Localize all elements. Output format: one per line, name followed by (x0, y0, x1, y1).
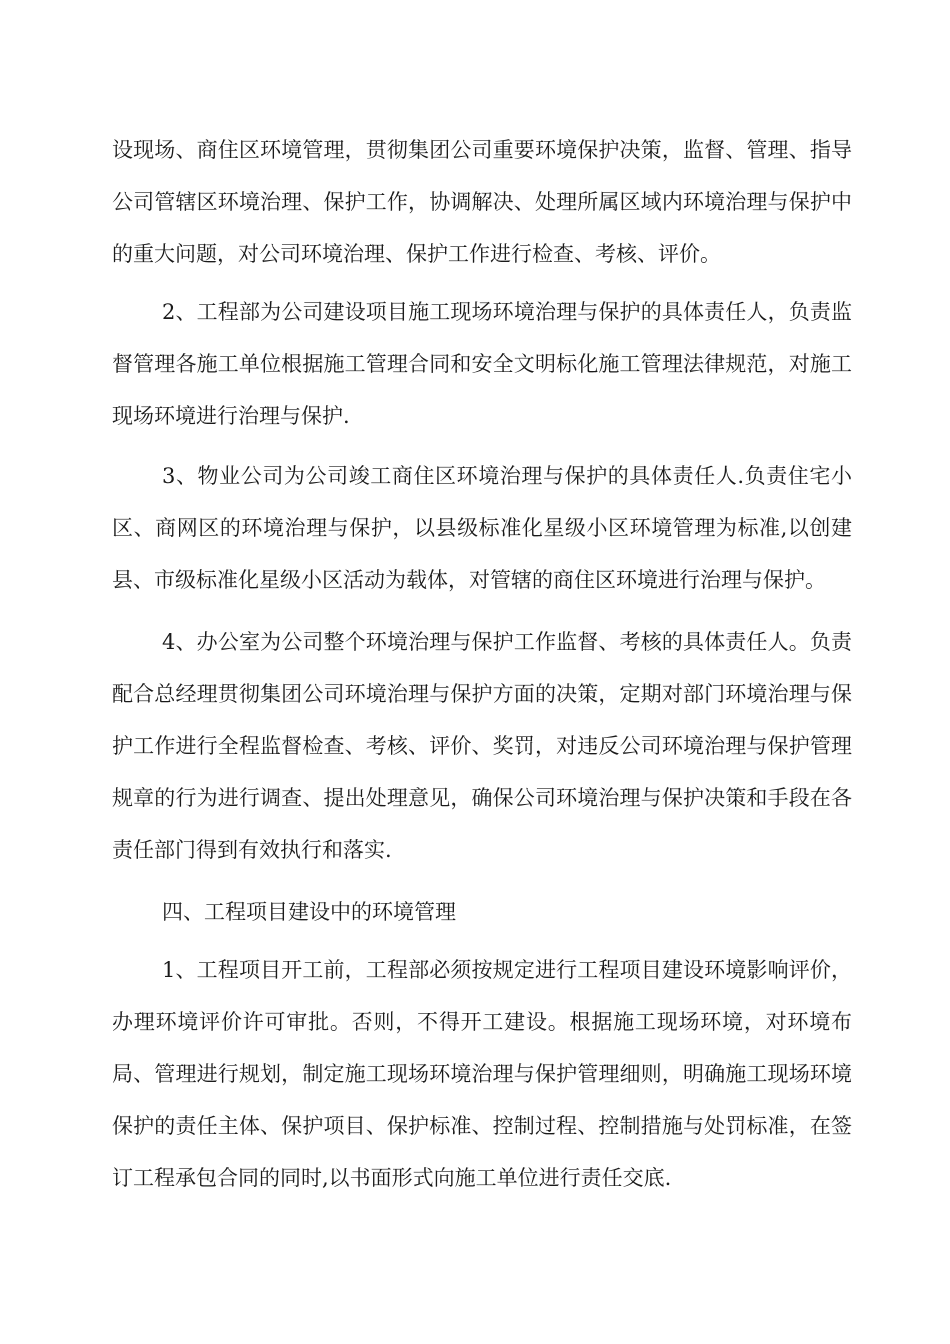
section-heading: 四、工程项目建设中的环境管理 (162, 900, 456, 924)
paragraph-item-5: 1、工程项目开工前，工程部必须按规定进行工程项目建设环境影响评价，办理环境评价许可审批。否则，不得开工建设。根据施工现场环境，对环境布局、管理进行规划，制定施工现场环境治理与保护管理细则，明确施工现场环境保护的责任主体、保护项目、保护标准、控制过程、控制措施与处罚标准，在签订工程承包合同的同时,以书面形式向施工单位进行责任交底. (112, 958, 852, 1190)
paragraph-item-3: 3、物业公司为公司竣工商住区环境治理与保护的具体责任人.负责住宅小区、商网区的环境治理与保护，以县级标准化星级小区环境管理为标准,以创建县、市级标准化星级小区活动为载体，对管辖的商住区环境进行治理与保护。 (112, 464, 852, 592)
paragraph-item-2: 2、工程部为公司建设项目施工现场环境治理与保护的具体责任人，负责监督管理各施工单位根据施工管理合同和安全文明标化施工管理法律规范，对施工现场环境进行治理与保护. (112, 300, 852, 428)
paragraph-item-4: 4、办公室为公司整个环境治理与保护工作监督、考核的具体责任人。负责配合总经理贯彻集团公司环境治理与保护方面的决策，定期对部门环境治理与保护工作进行全程监督检查、考核、评价、奖罚，对违反公司环境治理与保护管理规章的行为进行调查、提出处理意见，确保公司环境治理与保护决策和手段在各责任部门得到有效执行和落实. (112, 630, 852, 862)
paragraph-continuation: 设现场、商住区环境管理，贯彻集团公司重要环境保护决策，监督、管理、指导公司管辖区环境治理、保护工作，协调解决、处理所属区域内环境治理与保护中的重大问题，对公司环境治理、保护工作进行检查、考核、评价。 (112, 138, 852, 266)
document-body-item-3 (112, 450, 852, 606)
section-heading-block (112, 886, 852, 938)
document-body-item-4 (112, 616, 852, 876)
document-body (112, 124, 852, 280)
document-body-item-5 (112, 944, 852, 1204)
document-body-item-2 (112, 286, 852, 442)
